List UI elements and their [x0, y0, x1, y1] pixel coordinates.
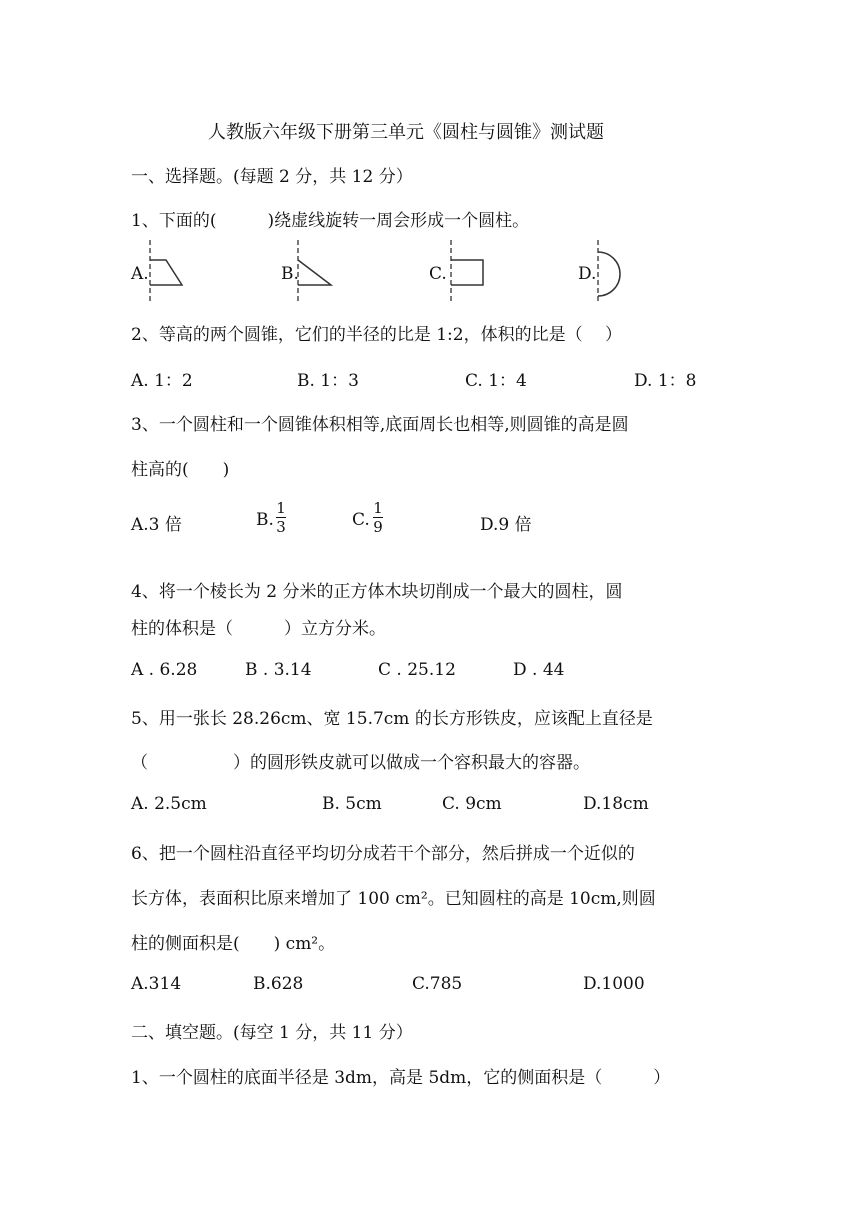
- q4-line1: 4、将一个棱长为 2 分米的正方体木块切削成一个最大的圆柱，圆: [131, 582, 623, 602]
- q5-option-b: B. 5cm: [322, 794, 382, 814]
- q2-option-c: C. 1：4: [465, 371, 527, 391]
- q1-shape-c-rectangle: [441, 240, 491, 302]
- q4-line2: 柱的体积是（ ）立方分米。: [131, 619, 386, 639]
- q6-option-b: B.628: [253, 974, 304, 994]
- q3-option-d: D.9 倍: [480, 515, 532, 535]
- q6-option-c: C.785: [412, 974, 463, 994]
- fraction-denominator: 9: [373, 518, 383, 536]
- q2-text: 2、等高的两个圆锥，它们的半径的比是 1:2，体积的比是（ ）: [131, 325, 622, 345]
- section1-heading: 一、选择题。(每题 2 分，共 12 分）: [131, 167, 413, 187]
- q1-shape-a-trapezoid: [140, 240, 190, 302]
- q4-option-a: A . 6.28: [131, 660, 198, 680]
- q5-line2: （ ）的圆形铁皮就可以做成一个容积最大的容器。: [131, 753, 590, 773]
- q5-option-a: A. 2.5cm: [131, 794, 207, 814]
- q1-shape-d-semicircle: [588, 240, 638, 302]
- fraction-numerator: 1: [373, 499, 383, 517]
- q6-line1: 6、把一个圆柱沿直径平均切分成若干个部分，然后拼成一个近似的: [131, 844, 635, 864]
- fraction-numerator: 1: [276, 499, 286, 517]
- q3-option-a: A.3 倍: [131, 515, 182, 535]
- s2-q1-text: 1、一个圆柱的底面半径是 3dm，高是 5dm，它的侧面积是（ ）: [131, 1068, 671, 1088]
- document-title: 人教版六年级下册第三单元《圆柱与圆锥》测试题: [208, 122, 604, 143]
- q3-line1: 3、一个圆柱和一个圆锥体积相等,底面周长也相等,则圆锥的高是圆: [131, 415, 629, 435]
- q6-line2: 长方体，表面积比原来增加了 100 cm²。已知圆柱的高是 10cm,则圆: [131, 889, 656, 909]
- q1-option-a-label: A.: [131, 264, 149, 284]
- q3-option-c-fraction: [373, 500, 383, 535]
- q4-option-d: D . 44: [513, 660, 565, 680]
- fraction-denominator: 3: [276, 518, 286, 536]
- q5-line1: 5、用一张长 28.26cm、宽 15.7cm 的长方形铁皮，应该配上直径是: [131, 709, 653, 729]
- q6-option-a: A.314: [131, 974, 182, 994]
- q3-option-b-fraction: [276, 500, 286, 535]
- q5-option-d: D.18cm: [583, 794, 649, 814]
- q1-shape-b-triangle: [288, 240, 338, 302]
- q1-text: 1、下面的( )绕虚线旋转一周会形成一个圆柱。: [131, 211, 530, 231]
- q2-option-b: B. 1：3: [297, 371, 359, 391]
- q1-option-c-label: C.: [429, 264, 447, 284]
- q3-option-b-prefix: B.: [256, 510, 274, 530]
- q1-option-d-label: D.: [578, 264, 597, 284]
- q5-option-c: C. 9cm: [442, 794, 502, 814]
- q2-option-d: D. 1：8: [634, 371, 697, 391]
- q4-option-c: C . 25.12: [378, 660, 456, 680]
- q6-option-d: D.1000: [583, 974, 645, 994]
- q1-option-b-label: B.: [281, 264, 299, 284]
- section2-heading: 二、填空题。(每空 1 分，共 11 分）: [131, 1023, 413, 1043]
- q3-option-c-prefix: C.: [352, 510, 370, 530]
- q3-line2: 柱高的( ): [131, 460, 230, 480]
- q6-line3: 柱的侧面积是( ) cm²。: [131, 934, 336, 954]
- q2-option-a: A. 1：2: [131, 371, 193, 391]
- q4-option-b: B . 3.14: [245, 660, 312, 680]
